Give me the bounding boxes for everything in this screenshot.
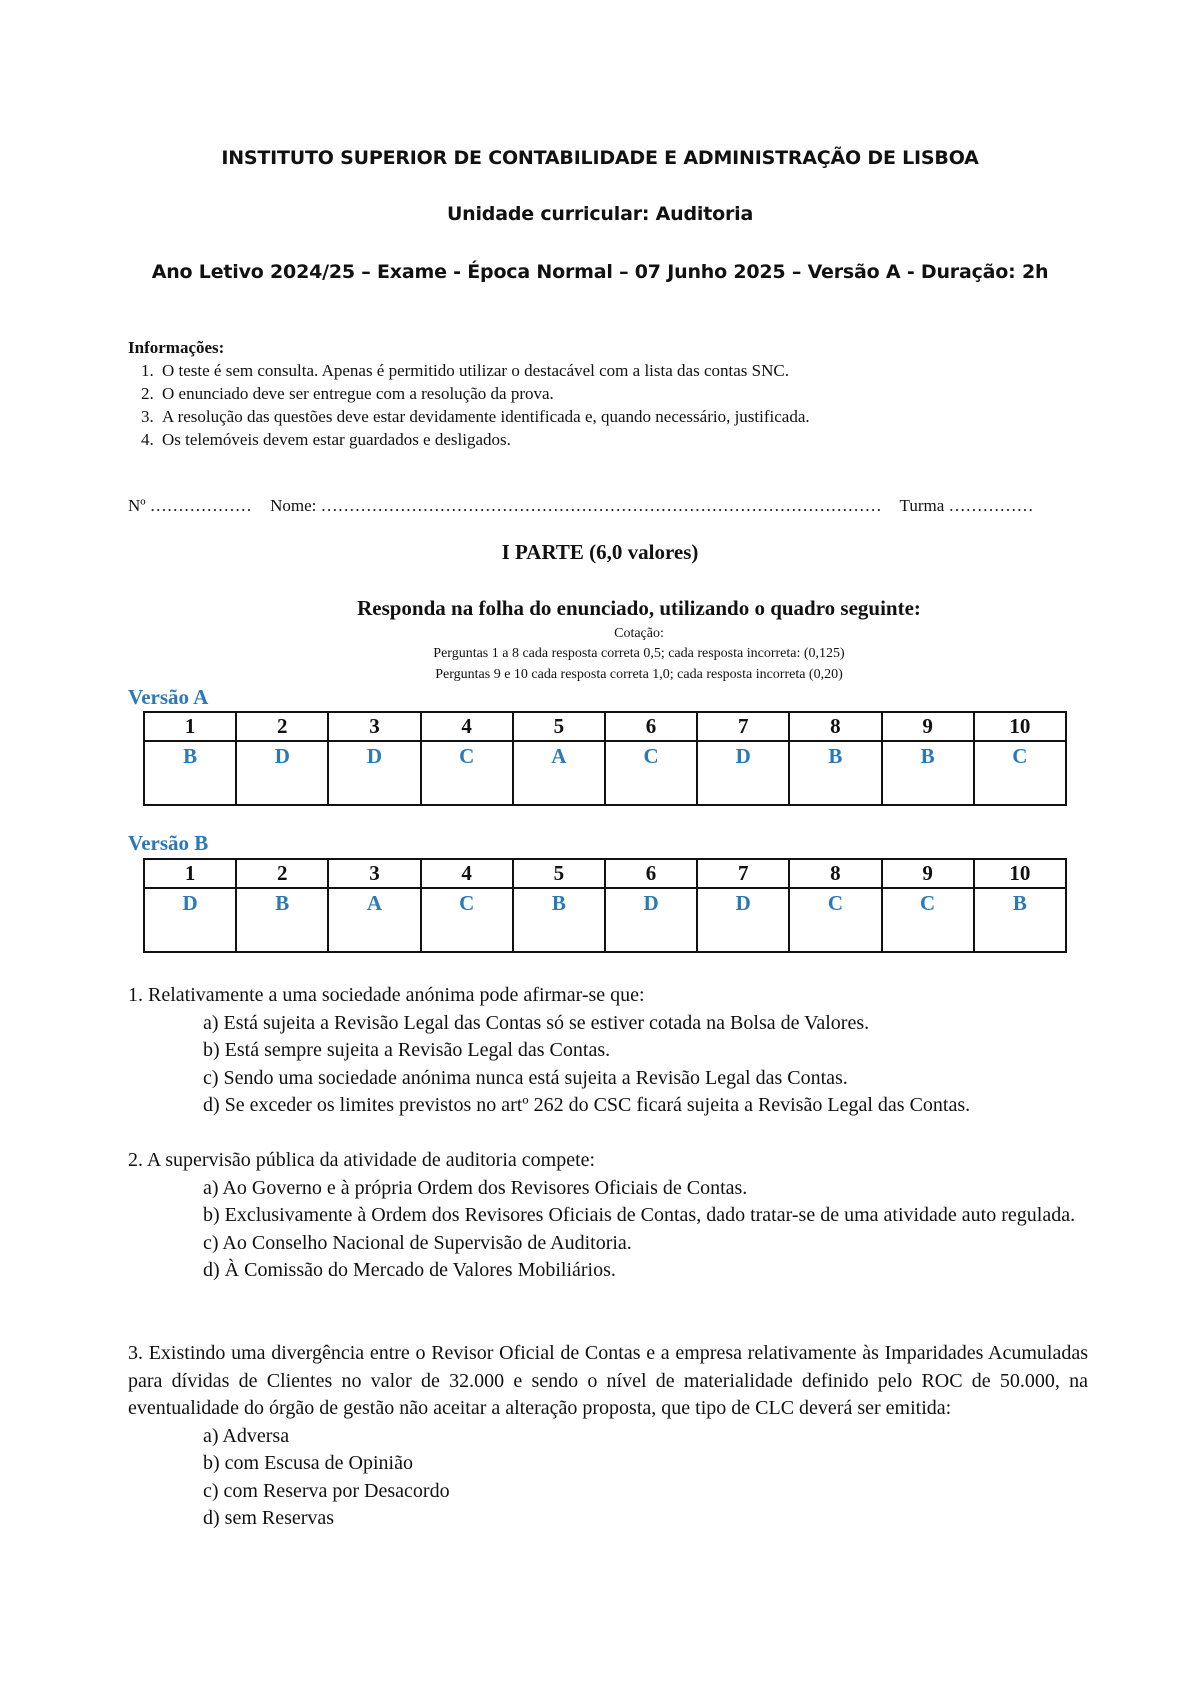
- answer-option: a) Adversa: [203, 1424, 290, 1447]
- answer-table-version-b: [143, 858, 1067, 953]
- question-stem: 1. Relativamente a uma sociedade anónima pode afirmar-se que:: [128, 984, 645, 1006]
- answer-option: c) com Reserva por Desacordo: [203, 1479, 450, 1502]
- answer-cell[interactable]: C: [605, 741, 697, 805]
- answer-cell[interactable]: B: [974, 888, 1066, 952]
- part-title: I PARTE (6,0 valores): [501, 540, 699, 564]
- institution-title: INSTITUTO SUPERIOR DE CONTABILIDADE E ADMINISTRAÇÃO DE LISBOA: [221, 147, 979, 169]
- answer-cell[interactable]: D: [697, 741, 789, 805]
- answer-option: a) Ao Governo e à própria Ordem dos Revisores Oficiais de Contas.: [203, 1176, 748, 1199]
- answer-cell[interactable]: C: [789, 888, 881, 952]
- answer-option: a) Está sujeita a Revisão Legal das Contas só se estiver cotada na Bolsa de Valores.: [203, 1011, 870, 1034]
- question-number-cell: 7: [697, 859, 789, 888]
- answer-cell[interactable]: B: [236, 888, 328, 952]
- information-title: Informações:: [128, 338, 225, 357]
- answer-cell[interactable]: D: [328, 741, 420, 805]
- question-number-cell: 7: [697, 712, 789, 741]
- answer-instruction: Responda na folha do enunciado, utilizando o quadro seguinte:: [357, 596, 921, 620]
- answer-cell[interactable]: C: [882, 888, 974, 952]
- answer-cell[interactable]: B: [144, 741, 236, 805]
- answer-table-version-a: [143, 711, 1067, 806]
- student-name-field[interactable]: Nome: ………………………………………………………………………………………: [270, 496, 882, 515]
- grading-title: Cotação:: [614, 626, 664, 641]
- information-item: 2. O enunciado deve ser entregue com a resolução da prova.: [158, 382, 810, 405]
- question-2: [128, 1147, 1088, 1285]
- answer-row: [144, 741, 1066, 805]
- question-number-cell: 5: [513, 859, 605, 888]
- version-a-label: Versão A: [128, 685, 209, 709]
- question-number-row: [144, 712, 1066, 741]
- answer-cell[interactable]: D: [697, 888, 789, 952]
- question-number-cell: 5: [513, 712, 605, 741]
- question-number-cell: 1: [144, 712, 236, 741]
- question-number-cell: 8: [789, 712, 881, 741]
- answer-cell[interactable]: D: [144, 888, 236, 952]
- question-number-cell: 3: [328, 712, 420, 741]
- answer-cell[interactable]: A: [513, 741, 605, 805]
- question-number-cell: 4: [421, 859, 513, 888]
- question-number-cell: 10: [974, 859, 1066, 888]
- question-number-cell: 2: [236, 712, 328, 741]
- answer-option: b) Exclusivamente à Ordem dos Revisores Oficiais de Contas, dado tratar-se de uma atividade auto regulada.: [203, 1204, 1076, 1226]
- answer-cell[interactable]: C: [421, 741, 513, 805]
- student-number-field[interactable]: Nº ………………: [128, 496, 252, 515]
- answer-cell[interactable]: A: [328, 888, 420, 952]
- answer-cell[interactable]: D: [236, 741, 328, 805]
- information-list: [128, 359, 810, 451]
- answer-option: c) Sendo uma sociedade anónima nunca está sujeita a Revisão Legal das Contas.: [203, 1066, 848, 1089]
- student-class-field[interactable]: Turma ……………: [899, 496, 1034, 515]
- answer-option: d) sem Reservas: [203, 1507, 335, 1529]
- course-title: Unidade curricular: Auditoria: [446, 203, 754, 225]
- information-item: 4. Os telemóveis devem estar guardados e desligados.: [158, 428, 810, 451]
- answer-cell[interactable]: B: [789, 741, 881, 805]
- grading-rule-2: Perguntas 9 e 10 cada resposta correta 1,0; cada resposta incorreta (0,20): [435, 667, 843, 682]
- question-1: [128, 982, 1088, 1120]
- answer-cell[interactable]: B: [882, 741, 974, 805]
- question-number-row: [144, 859, 1066, 888]
- question-number-cell: 3: [328, 859, 420, 888]
- grading-rule-1: Perguntas 1 a 8 cada resposta correta 0,5; cada resposta incorreta: (0,125): [433, 646, 845, 661]
- question-stem: 2. A supervisão pública da atividade de auditoria compete:: [128, 1149, 596, 1171]
- information-block: [128, 336, 810, 451]
- question-number-cell: 6: [605, 859, 697, 888]
- question-number-cell: 1: [144, 859, 236, 888]
- version-b-label: Versão B: [128, 831, 209, 855]
- answer-cell[interactable]: D: [605, 888, 697, 952]
- question-stem: 3. Existindo uma divergência entre o Revisor Oficial de Contas e a empresa relativamente às Imparidades Acumuladas para dívidas de Clientes no valor de 32.000 e sendo o nível de materialidade definido pelo ROC de 50.000, na eventualidade do órgão de gestão não aceitar a alteração proposta, que tipo de CLC deverá ser emitida:: [128, 1342, 1088, 1419]
- information-item: 1. O teste é sem consulta. Apenas é permitido utilizar o destacável com a lista das contas SNC.: [158, 359, 810, 382]
- question-number-cell: 4: [421, 712, 513, 741]
- question-number-cell: 8: [789, 859, 881, 888]
- exam-details: Ano Letivo 2024/25 – Exame - Época Normal – 07 Junho 2025 – Versão A - Duração: 2h: [151, 261, 1049, 283]
- question-number-cell: 9: [882, 712, 974, 741]
- question-number-cell: 6: [605, 712, 697, 741]
- question-3: [128, 1340, 1088, 1533]
- answer-cell[interactable]: C: [974, 741, 1066, 805]
- answer-option: b) com Escusa de Opinião: [203, 1452, 413, 1474]
- answer-option: d) À Comissão do Mercado de Valores Mobiliários.: [203, 1259, 616, 1281]
- student-identification: [128, 496, 1048, 516]
- answer-option: b) Está sempre sujeita a Revisão Legal das Contas.: [203, 1039, 611, 1061]
- answer-row: [144, 888, 1066, 952]
- answer-option: c) Ao Conselho Nacional de Supervisão de Auditoria.: [203, 1231, 632, 1254]
- question-number-cell: 2: [236, 859, 328, 888]
- question-number-cell: 10: [974, 712, 1066, 741]
- answer-cell[interactable]: C: [421, 888, 513, 952]
- answer-cell[interactable]: B: [513, 888, 605, 952]
- answer-option: d) Se exceder os limites previstos no artº 262 do CSC ficará sujeita a Revisão Legal das Contas.: [203, 1094, 971, 1116]
- information-item: 3. A resolução das questões deve estar devidamente identificada e, quando necessário, justificada.: [158, 405, 810, 428]
- question-number-cell: 9: [882, 859, 974, 888]
